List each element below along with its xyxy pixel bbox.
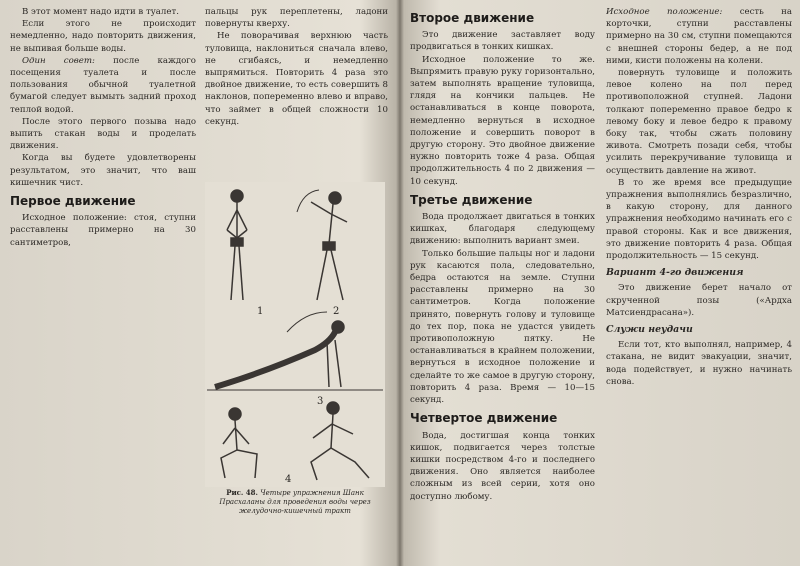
paragraph: повернуть туловище и положить левое колено на пол перед противоположной ступней. Ладони толкают попеременно правое бедро к левому боку и левое бедро к правому боку так, чтобы сжать половину живота. Смотреть позади себя, чтобы усилить перекручивание туловища и осуществить давление на живот. <box>606 68 792 176</box>
paragraph: Это движение берет начало от скрученной позы («Ардха Матсиендрасана»). <box>606 283 792 318</box>
paragraph: Не поворачивая верхнюю часть туловища, наклониться сначала влево, не сгибаясь, и немедленно выпрямиться. Повторить 4 раза это двойное движение, то есть совершить 8 наклонов, попеременно влево и вправо, что займет в общей сложности 10 секунд. <box>205 31 388 127</box>
paragraph <box>10 55 196 116</box>
paragraph: Вода, достигшая конца тонких кишок, подвигается через толстые кишки посредством 4-го и последнего движения. Оно является наиболее сложным из всей серии, хотя оно доступно любому. <box>410 430 595 502</box>
section-heading: Вариант 4-го движения <box>606 267 744 279</box>
figure-label: 2 <box>333 306 340 317</box>
right-page-column-2 <box>606 6 792 562</box>
paragraph <box>606 6 792 67</box>
ish-text: сесть на корточки, ступни расставлены примерно на 30 см, ступни помещаются с внешней стороны бедер, а не под ними, кисти положены на колени. <box>606 7 792 66</box>
paragraph: Исходное положение: стоя, ступни расставлены примерно на 30 сантиметров, <box>10 213 196 248</box>
section-heading: Второе движение <box>410 11 535 25</box>
figure-label: 1 <box>257 306 264 317</box>
paragraph: Когда вы будете удовлетворены результатом, это значит, что ваш кишечник чист. <box>10 153 196 188</box>
paragraph: Если этого не происходит немедленно, надо повторить движения, не выпивая больше воды. <box>10 19 196 54</box>
section-heading: Третье движение <box>410 192 533 207</box>
figure-label: 4 <box>285 474 292 485</box>
right-page-column-1 <box>410 6 595 562</box>
paragraph: Это движение заставляет воду продвигаться в тонких кишках. <box>410 30 595 53</box>
section-heading: Первое движение <box>10 194 136 209</box>
ish-label: Исходное положение: <box>606 7 723 17</box>
paragraph: В этот момент надо идти в туалет. <box>22 7 179 17</box>
caption-label: Рис. 48. <box>226 488 258 497</box>
sovet-label: Один совет: <box>22 55 95 66</box>
left-page-column-1 <box>10 6 196 562</box>
paragraph: пальцы рук переплетены, ладони повернуты кверху. <box>205 7 388 30</box>
paragraph: После этого первого позыва надо выпить стакан воды и проделать движения. <box>10 116 196 152</box>
left-page-column-2 <box>205 6 388 180</box>
section-heading: Четвертое движение <box>410 411 558 426</box>
sovet-text: после каждого посещения туалета и после пользования обычной туалетной бумагой следует вымыть задний проход теплой водой. <box>10 55 196 115</box>
paragraph: Исходное положение то же. Выпрямить правую руку горизонтально, затем выполнять вращение туловища, глядя на кончики пальцев. Не останавливаться в конце поворота, немедленно вернуться в исходное положение и совершить поворот в другую сторону. Это двойное движение нужно повторить тоже 4 раза. Общая продолжительность 4 по 2 движения — 10 секунд. <box>410 54 595 187</box>
figure-background <box>205 182 385 487</box>
section-heading: Служи неудачи <box>606 324 693 336</box>
figure-label: 3 <box>317 396 324 407</box>
figure-caption <box>205 488 385 516</box>
caption-text: Четыре упражнения Шанк Прасхаланы для проведения воды через желудочно-кишечный тракт <box>219 489 371 515</box>
paragraph: Вода продолжает двигаться в тонких кишках, благодаря следующему движению: выполнить вариант змеи. <box>410 212 595 247</box>
paragraph: Только большие пальцы ног и ладони рук касаются пола, следовательно, бедра остаются на земле. Ступни расставлены примерно на 30 сантиметров. Когда положение принято, повернуть голову и туловище до тех пор, пока не удастся увидеть противоположную пятку. Не останавливаться в крайнем положении, вернуться в исходное положение и сделайте то же самое в другую сторону, повторить 4 раза. Время — 10—15 секунд. <box>410 248 595 406</box>
paragraph: Если тот, кто выполнял, например, 4 стакана, не видит эвакуации, значит, вода подействует, и нужно начинать снова. <box>606 340 792 387</box>
exercise-figure <box>205 182 385 487</box>
paragraph: В то же время все предыдущие упражнения выполнялись безразлично, в какую сторону, для данного упражнения необходимо начинать его с правой стороны. Как и все движения, это движение повторить 4 раза. Общая продолжительность — 15 секунд. <box>606 177 792 262</box>
